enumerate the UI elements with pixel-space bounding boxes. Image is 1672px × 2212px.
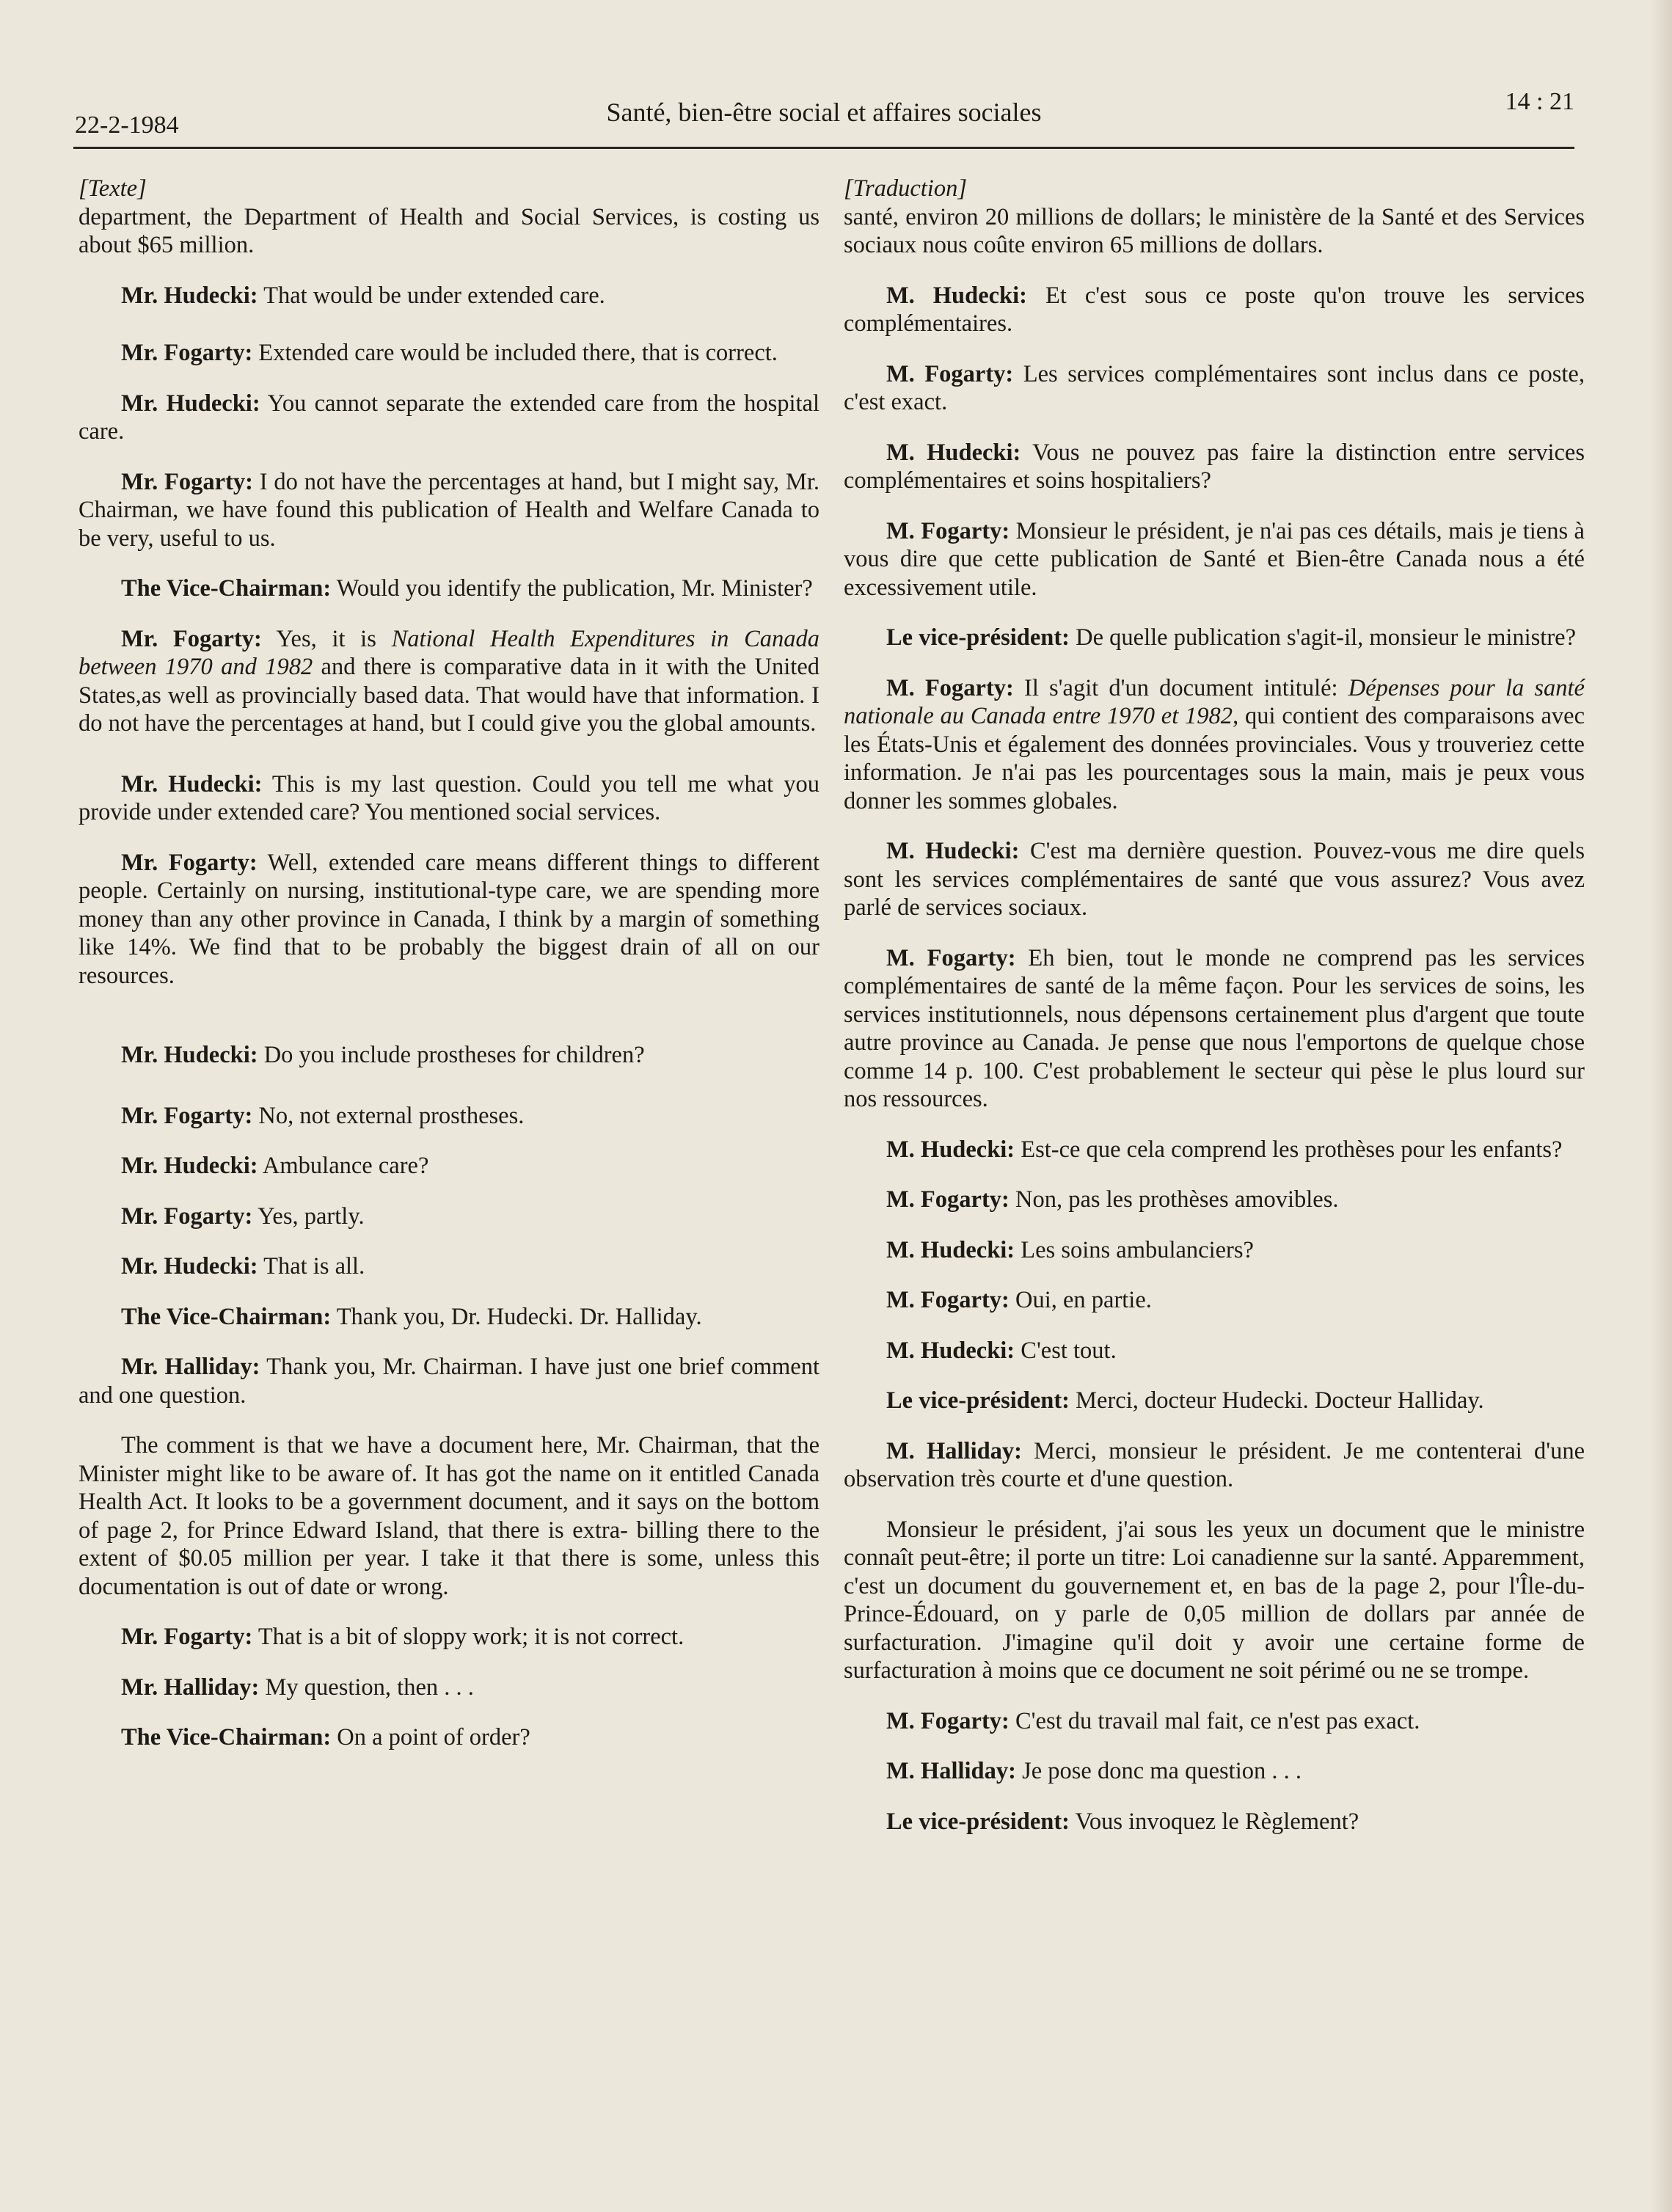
- speaker: M. Hudecki:: [886, 1337, 1015, 1364]
- speaker: M. Hudecki:: [886, 439, 1021, 466]
- speech: You cannot separate the extended care from the hospital care.: [79, 390, 819, 445]
- speech: Oui, en partie.: [1009, 1287, 1152, 1313]
- speech: Merci, docteur Hudecki. Docteur Halliday.: [1070, 1387, 1484, 1414]
- publication-title: National Health Expenditures in Canada between 1970 and 1982: [79, 625, 820, 680]
- paragraph: [844, 1286, 1585, 1315]
- speaker: M. Fogarty:: [886, 1186, 1010, 1213]
- speech: Yes, partly.: [252, 1202, 365, 1230]
- paragraph: [79, 1673, 819, 1702]
- header-date: 22-2-1984: [75, 112, 179, 139]
- section-label: [Traduction]: [844, 175, 967, 202]
- speaker: M. Hudecki:: [886, 282, 1027, 309]
- paragraph: [79, 390, 819, 446]
- speaker: M. Hudecki:: [886, 838, 1020, 864]
- speaker: M. Fogarty:: [886, 1707, 1010, 1734]
- speaker: Mr. Fogarty:: [121, 1202, 253, 1230]
- paragraph: [844, 1387, 1585, 1415]
- paragraph: [79, 1152, 819, 1180]
- paragraph: department, the Department of Health and Social Services, is costing us about $65 million.: [79, 203, 819, 258]
- speech: Thank you, Mr. Chairman. I have just one brief comment and one question.: [79, 1354, 819, 1409]
- paragraph: [79, 1623, 819, 1651]
- speech: and there is comparative data in it with the United States,as well as provincially based data. That would have that information. I do not have the percentages at hand, but I could give you the global amounts.: [79, 654, 819, 737]
- speech: Extended care would be included there, that is correct.: [252, 340, 778, 366]
- speaker: The Vice-Chairman:: [121, 1303, 332, 1330]
- paragraph: [79, 1252, 819, 1281]
- speaker: M. Fogarty:: [886, 1287, 1010, 1313]
- speech: That is a bit of sloppy work; it is not correct.: [252, 1624, 685, 1650]
- speech: No, not external prostheses.: [252, 1102, 525, 1129]
- speech: , qui contient des comparaisons avec les États-Unis et également des données provinciales. Vous y trouveriez cette information. Je n'ai pas les pourcentages sous la main, mais je peux vous donner les sommes globales.: [844, 703, 1585, 814]
- speaker: The Vice-Chairman:: [121, 575, 332, 602]
- speech: My question, then . . .: [259, 1673, 474, 1701]
- speech: That is all.: [258, 1253, 365, 1280]
- paragraph: [79, 1202, 819, 1231]
- speaker: M. Fogarty:: [886, 674, 1014, 701]
- speech: Est-ce que cela comprend les prothèses pour les enfants?: [1015, 1136, 1563, 1163]
- speaker: Mr. Fogarty:: [121, 340, 253, 366]
- speech: Les services complémentaires sont inclus dans ce poste, c'est exact.: [844, 360, 1585, 415]
- speaker: Mr. Fogarty:: [121, 1102, 253, 1129]
- paragraph: [844, 624, 1585, 652]
- section-label-text: Traduction: [853, 175, 958, 202]
- speaker: Mr. Halliday:: [121, 1673, 260, 1701]
- speech: C'est du travail mal fait, ce n'est pas exact.: [1009, 1707, 1420, 1734]
- speaker: Mr. Fogarty:: [121, 1624, 253, 1650]
- paragraph: [844, 674, 1585, 816]
- speech: Would you identify the publication, Mr. Minister?: [331, 575, 813, 602]
- paragraph: santé, environ 20 millions de dollars; le ministère de la Santé et des Services sociaux nous coûte environ 65 millions de dollars.: [844, 203, 1585, 258]
- speech: Merci, monsieur le président. Je me contenterai d'une observation très courte et d'une question.: [844, 1437, 1585, 1492]
- paragraph: [844, 1236, 1585, 1265]
- speech: Vous ne pouvez pas faire la distinction entre services complémentaires et soins hospitaliers?: [844, 439, 1585, 494]
- speaker: M. Fogarty:: [886, 517, 1010, 544]
- paragraph: [844, 1186, 1585, 1214]
- speaker: Le vice-président:: [886, 1387, 1070, 1414]
- speech: Je pose donc ma question . . .: [1015, 1758, 1302, 1784]
- paragraph: [79, 770, 819, 827]
- speech: Vous invoquez le Règlement?: [1070, 1808, 1359, 1835]
- paragraph: [844, 360, 1585, 417]
- paragraph: The comment is that we have a document here, Mr. Chairman, that the Minister might like to be aware of. It has got the name on it entitled Canada Health Act. It looks to be a government document, and it says on the bottom of page 2, for Prince Edward Island, that there is extra- billing there to the extent of $0.05 million per year. I take it that there is some, unless this documentation is out of date or wrong.: [79, 1432, 819, 1600]
- paragraph: [844, 1136, 1585, 1164]
- speech: Eh bien, tout le monde ne comprend pas les services complémentaires de santé de la même façon. Pour les services de soins, les services institutionnels, nous dépensons certainement plus d'argent que toute autre province au Canada. Je pense que nous l'emportons de quelque chose comme 14 p. 100. C'est probablement le secteur qui pèse le plus lourd sur nos ressources.: [844, 944, 1585, 1112]
- paragraph: [79, 574, 819, 603]
- speaker: Mr. Fogarty:: [121, 625, 262, 652]
- publication-title: Dépenses pour la santé nationale au Canada entre 1970 et 1982: [844, 674, 1585, 729]
- speaker: Mr. Fogarty:: [121, 849, 258, 876]
- speech: Yes, it is: [261, 625, 392, 652]
- speaker: M. Hudecki:: [886, 1136, 1015, 1163]
- speech: Ambulance care?: [258, 1153, 429, 1179]
- paragraph: [79, 1041, 819, 1070]
- section-label: [Texte]: [79, 175, 147, 202]
- paragraph: [79, 1102, 819, 1131]
- speaker: Le vice-président:: [886, 1808, 1070, 1835]
- speaker: Mr. Hudecki:: [121, 1253, 258, 1280]
- speech: Les soins ambulanciers?: [1015, 1236, 1254, 1263]
- speech: C'est ma dernière question. Pouvez-vous me dire quels sont les services complémentaires de santé que vous assurez? Vous avez parlé de services sociaux.: [844, 838, 1585, 921]
- paragraph: [79, 849, 819, 990]
- speaker: M. Halliday:: [886, 1758, 1016, 1784]
- page-header: [73, 88, 1574, 149]
- paragraph: [844, 837, 1585, 922]
- left-column: [79, 175, 819, 1774]
- paragraph: [79, 468, 819, 553]
- right-column: [844, 175, 1585, 1858]
- speaker: Mr. Hudecki:: [121, 770, 263, 797]
- page-edge-shadow: [1650, 0, 1672, 2212]
- paragraph: [844, 517, 1585, 602]
- speech: Thank you, Dr. Hudecki. Dr. Halliday.: [331, 1303, 702, 1330]
- speech: On a point of order?: [331, 1724, 530, 1751]
- speaker: Le vice-président:: [886, 624, 1070, 651]
- speaker: M. Halliday:: [886, 1437, 1022, 1464]
- speaker: Mr. Hudecki:: [121, 1153, 258, 1179]
- speaker: M. Fogarty:: [886, 944, 1016, 971]
- speech: I do not have the percentages at hand, but I might say, Mr. Chairman, we have found this publication of Health and Welfare Canada to be very, useful to us.: [79, 468, 819, 552]
- paragraph: [844, 1437, 1585, 1494]
- paragraph: [79, 625, 819, 738]
- speaker: Mr. Hudecki:: [121, 1042, 258, 1068]
- speaker: M. Hudecki:: [886, 1236, 1015, 1263]
- speech: Non, pas les prothèses amovibles.: [1009, 1186, 1339, 1213]
- speech: Et c'est sous ce poste qu'on trouve les services complémentaires.: [844, 282, 1585, 337]
- paragraph: [844, 439, 1585, 495]
- speaker: Mr. Hudecki:: [121, 282, 258, 309]
- paragraph: [79, 339, 819, 368]
- speech: Monsieur le président, je n'ai pas ces détails, mais je tiens à vous dire que cette publication de Santé et Bien-être Canada nous a été excessivement utile.: [844, 517, 1585, 601]
- paragraph: [79, 1723, 819, 1752]
- speech: Il s'agit d'un document intitulé:: [1013, 674, 1348, 701]
- paragraph: [844, 1707, 1585, 1736]
- header-title: Santé, bien-être social et affaires sociales: [606, 98, 1042, 127]
- speech: Well, extended care means different things to different people. Certainly on nursing, institutional-type care, we are spending more money than any other province in Canada, I think by a margin of something like 14%. We find that to be probably the biggest drain of all on our resources.: [79, 849, 819, 989]
- speaker: Mr. Halliday:: [121, 1354, 260, 1380]
- speech: Do you include prostheses for children?: [258, 1042, 645, 1068]
- speech: This is my last question. Could you tell me what you provide under extended care? You mentioned social services.: [79, 770, 819, 825]
- speaker: Mr. Fogarty:: [121, 468, 253, 495]
- paragraph: [844, 1757, 1585, 1786]
- speech: C'est tout.: [1015, 1337, 1117, 1364]
- section-label-text: Texte: [87, 175, 138, 202]
- paragraph: [844, 1808, 1585, 1836]
- paragraph: [844, 944, 1585, 1114]
- paragraph: [844, 282, 1585, 338]
- speech: De quelle publication s'agit-il, monsieur le ministre?: [1070, 624, 1577, 651]
- paragraph: [79, 1353, 819, 1409]
- speaker: M. Fogarty:: [886, 360, 1014, 387]
- speech: That would be under extended care.: [258, 282, 605, 309]
- header-page-number: 14 : 21: [1505, 88, 1574, 115]
- paragraph: Monsieur le président, j'ai sous les yeux un document que le ministre connaît peut-être; il porte un titre: Loi canadienne sur la santé. Apparemment, c'est un document du gouvernement et, en bas de la page 2, pour l'Île-du-Prince-Édouard, on y parle de 0,05 million de dollars par année de surfacturation. J'imagine qu'il doit y avoir une certaine forme de surfacturation à moins que ce document ne soit périmé ou ne se trompe.: [844, 1516, 1585, 1684]
- paragraph: [79, 1303, 819, 1332]
- paragraph: [844, 1337, 1585, 1365]
- paragraph: [79, 282, 819, 310]
- speaker: Mr. Hudecki:: [121, 390, 260, 417]
- speaker: The Vice-Chairman:: [121, 1724, 332, 1751]
